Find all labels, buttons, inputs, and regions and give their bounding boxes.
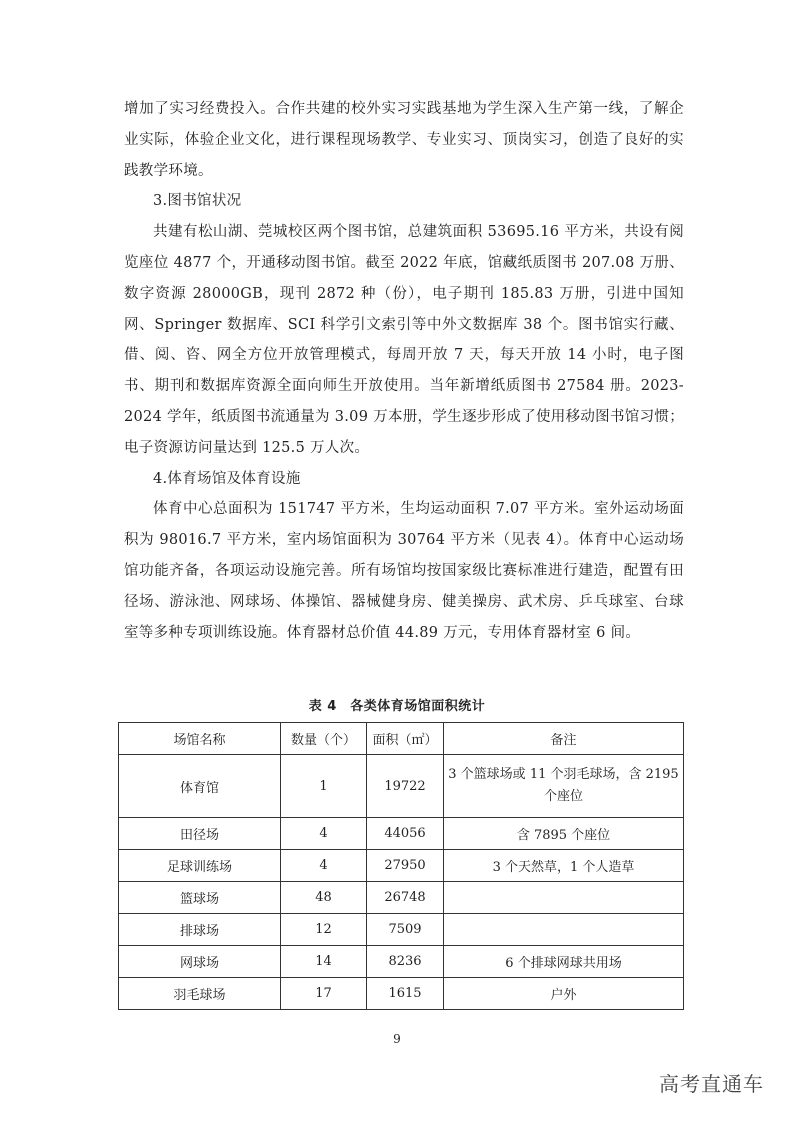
body-text [124,94,684,648]
cell-area: 8236 [367,946,444,978]
table-row [119,850,684,882]
cell-area: 7509 [367,914,444,946]
cell-remark: 3 个天然草，1 个人造草 [444,850,684,882]
header-venue-name: 场馆名称 [119,723,281,755]
header-remark: 备注 [444,723,684,755]
cell-remark: 6 个排球网球共用场 [444,946,684,978]
cell-area: 27950 [367,850,444,882]
cell-area: 19722 [367,755,444,818]
table-header-row [119,723,684,755]
cell-venue-name: 足球训练场 [119,850,281,882]
paragraph-internship: 增加了实习经费投入。合作共建的校外实习实践基地为学生深入生产第一线，了解企业实际，体验企业文化，进行课程现场教学、专业实习、顶岗实习，创造了良好的实践教学环境。 [124,101,684,179]
cell-area: 44056 [367,818,444,850]
cell-count: 14 [281,946,367,978]
cell-count: 4 [281,818,367,850]
cell-remark: 3 个篮球场或 11 个羽毛球场，含 2195 个座位 [444,755,684,818]
table-row [119,818,684,850]
cell-count: 12 [281,914,367,946]
cell-count: 1 [281,755,367,818]
cell-venue-name: 田径场 [119,818,281,850]
cell-remark: 含 7895 个座位 [444,818,684,850]
table-row [119,946,684,978]
paragraph-sports: 体育中心总面积为 151747 平方米，生均运动面积 7.07 平方米。室外运动场面积为 98016.7 平方米，室内场馆面积为 30764 平方米（见表 4）。体育中心运动场馆功能齐备，各项运动设施完善。所有场馆均按国家级比赛标准进行建造，配置有田径场、游泳池、网球场、体操馆、器械健身房、健美操房、武术房、乒乓球室、台球室等多种专项训练设施。体育器材总价值 44.89 万元，专用体育器材室 6 间。 [124,501,684,641]
cell-venue-name: 羽毛球场 [119,978,281,1010]
header-count: 数量（个） [281,723,367,755]
venue-area-table [118,722,684,1010]
cell-count: 17 [281,978,367,1010]
table-row [119,978,684,1010]
table-row [119,914,684,946]
cell-area: 26748 [367,882,444,914]
cell-venue-name: 排球场 [119,914,281,946]
section-heading-sports: 4.体育场馆及体育设施 [153,470,301,487]
table-row [119,882,684,914]
cell-area: 1615 [367,978,444,1010]
section-heading-library: 3.图书馆状况 [153,193,242,210]
cell-count: 4 [281,850,367,882]
page-number: 9 [393,1032,401,1046]
table-caption: 表 4 各类体育场馆面积统计 [308,699,486,714]
cell-remark [444,882,684,914]
cell-count: 48 [281,882,367,914]
cell-remark [444,914,684,946]
cell-venue-name: 体育馆 [119,755,281,818]
table-row [119,755,684,818]
watermark-logo-text: 高考直通车 [659,1072,764,1096]
cell-venue-name: 篮球场 [119,882,281,914]
cell-remark: 户外 [444,978,684,1010]
header-area: 面积（㎡） [367,723,444,755]
paragraph-library: 共建有松山湖、莞城校区两个图书馆，总建筑面积 53695.16 平方米，共设有阅览座位 4877 个，开通移动图书馆。截至 2022 年底，馆藏纸质图书 207.08 万册、数字资源 28000GB，现刊 2872 种（份），电子期刊 185.83 万册，引进中国知网、Springer 数据库、SCI 科学引文索引等中外文数据库 38 个。图书馆实行藏、借、阅、咨、网全方位开放管理模式，每周开放 7 天，每天开放 14 小时，电子图书、期刊和数据库资源全面向师生开放使用。当年新增纸质图书 27584 册。2023-2024 学年，纸质图书流通量为 3.09 万本册，学生逐步形成了使用移动图书馆习惯；电子资源访问量达到 125.5 万人次。 [124,224,684,456]
cell-venue-name: 网球场 [119,946,281,978]
